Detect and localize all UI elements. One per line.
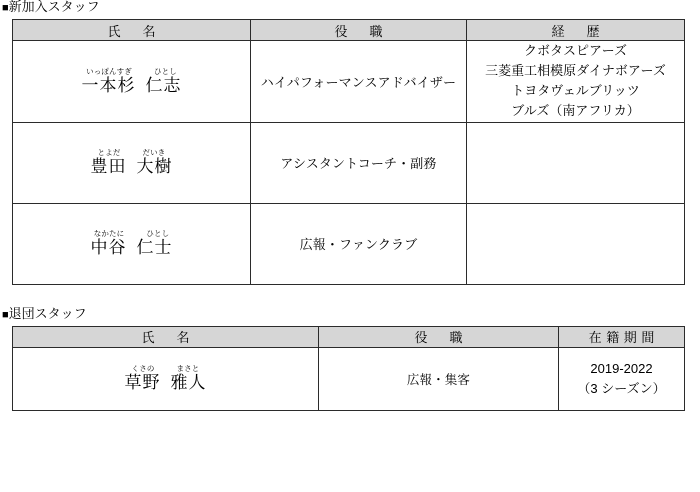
section-heading-leavers	[0, 307, 700, 326]
staff-name-cell	[13, 347, 319, 410]
ruby-reading: いっぽんすぎ ひとし	[86, 67, 177, 76]
staff-role-cell: 広報・ファンクラブ	[251, 203, 467, 284]
ruby-reading: とよだ だいき	[97, 148, 166, 157]
staff-career-cell	[467, 122, 685, 203]
column-header-name: 氏 名	[13, 20, 251, 41]
name-base: 豊田 大樹	[90, 157, 173, 177]
staff-name-cell	[13, 41, 251, 123]
term-years: 2019-2022	[590, 361, 653, 377]
staff-role-cell: 広報・集客	[319, 347, 559, 410]
name-base: 一本杉 仁志	[81, 75, 182, 95]
ruby-name	[90, 149, 172, 176]
staff-career-cell	[467, 41, 685, 123]
table-row	[13, 347, 685, 410]
newcomer-staff-table	[12, 19, 685, 285]
heading-marker-icon: ■	[2, 2, 9, 14]
heading-text: 退団スタッフ	[8, 305, 87, 321]
section-spacer	[0, 285, 700, 307]
column-header-role: 役 職	[251, 20, 467, 41]
leaving-staff-table	[12, 326, 685, 411]
column-header-career: 経 歴	[467, 20, 685, 41]
table-header-row	[13, 20, 685, 41]
staff-name-cell	[13, 203, 251, 284]
ruby-reading: くさの まさと	[131, 364, 200, 373]
career-entry: トヨタヴェルブリッツ	[511, 83, 640, 99]
name-base: 中谷 仁士	[90, 238, 173, 258]
column-header-term: 在籍期間	[559, 326, 685, 347]
staff-role-cell: ハイパフォーマンスアドバイザー	[251, 41, 467, 123]
ruby-name	[81, 68, 181, 95]
heading-text: 新加入スタッフ	[8, 0, 100, 14]
staff-name-cell	[13, 122, 251, 203]
ruby-reading: なかたに ひとし	[93, 229, 170, 238]
table-row	[13, 203, 685, 284]
staff-role-cell: アシスタントコーチ・副務	[251, 122, 467, 203]
section-heading-newcomers	[0, 0, 700, 19]
career-entry: クボタスピアーズ	[524, 43, 627, 58]
column-header-name: 氏 名	[13, 326, 319, 347]
career-entry: 三菱重工相模原ダイナボアーズ	[485, 63, 666, 79]
staff-career-cell	[467, 203, 685, 284]
career-entry: ブルズ（南アフリカ）	[511, 103, 640, 119]
table-header-row	[13, 326, 685, 347]
term-seasons: （3 シーズン）	[577, 380, 666, 396]
ruby-name	[90, 230, 172, 257]
column-header-role: 役 職	[319, 326, 559, 347]
name-base: 草野 雅人	[124, 373, 207, 393]
staff-term-cell	[559, 347, 685, 410]
table-row	[13, 41, 685, 123]
ruby-name	[124, 365, 206, 392]
table-row	[13, 122, 685, 203]
heading-marker-icon: ■	[2, 308, 9, 321]
